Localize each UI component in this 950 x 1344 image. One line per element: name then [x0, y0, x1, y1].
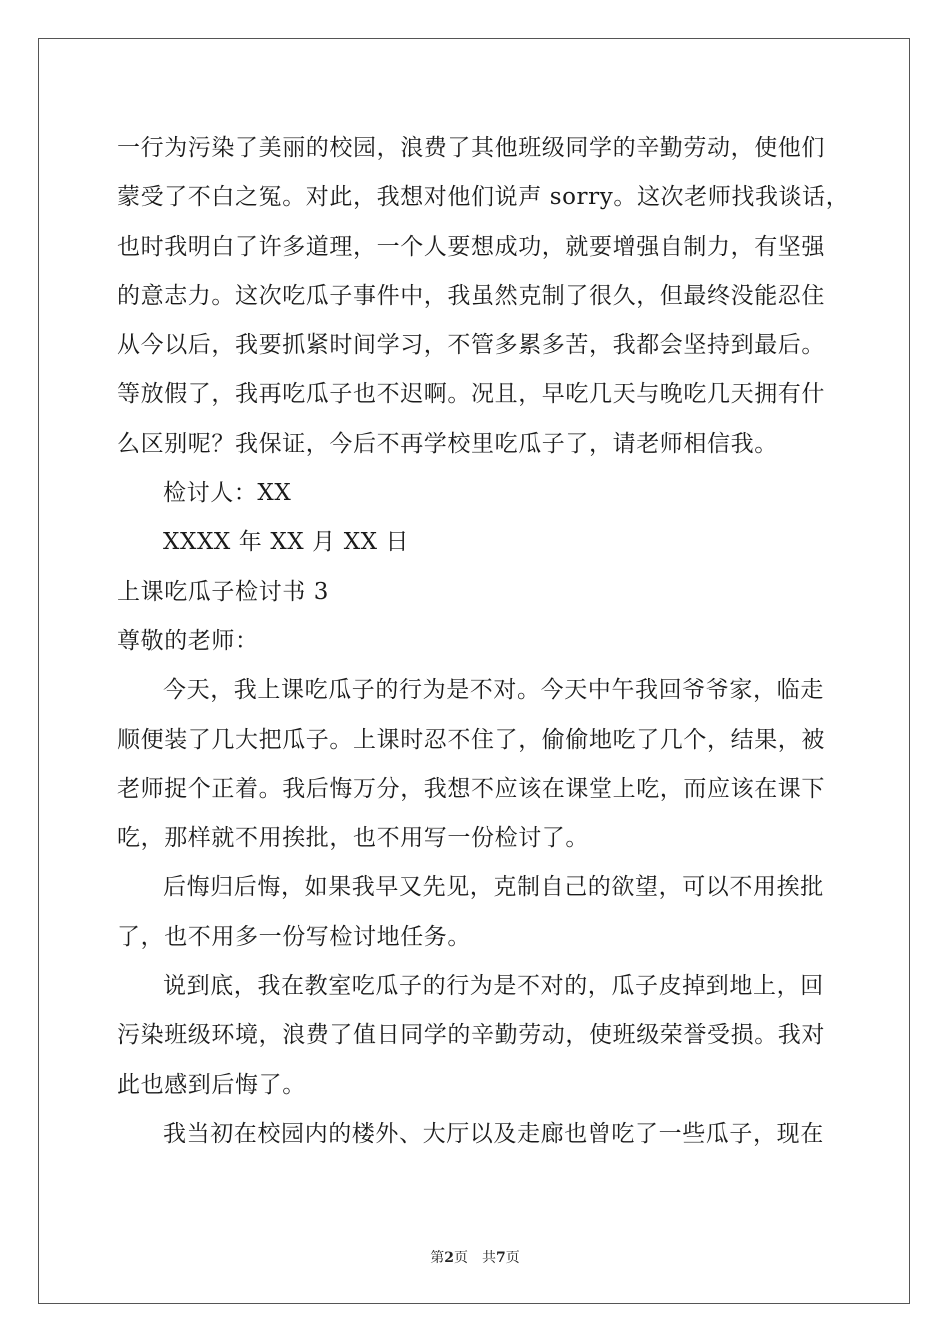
page-current: 2	[444, 1250, 454, 1266]
text-line: 说到底，我在教室吃瓜子的行为是不对的，瓜子皮掉到地上，回	[163, 973, 824, 1000]
text-line: 后悔归后悔，如果我早又先见，克制自己的欲望，可以不用挨批	[163, 874, 824, 901]
section-title: 上课吃瓜子检讨书 3	[117, 578, 329, 605]
text-line: 吃，那样就不用挨批，也不用写一份检讨了。	[117, 825, 589, 852]
document-body	[117, 124, 850, 1159]
text-line: 等放假了，我再吃瓜子也不迟啊。况且，早吃几天与晚吃几天拥有什	[117, 381, 825, 408]
date-line: XXXX 年 XX 月 XX 日	[163, 529, 410, 556]
text-line: 么区别呢？我保证，今后不再学校里吃瓜子了，请老师相信我。	[117, 430, 778, 457]
page-prefix: 第	[430, 1250, 445, 1266]
text-line: 也时我明白了许多道理，一个人要想成功，就要增强自制力，有坚强	[117, 233, 825, 260]
page-suffix: 页	[454, 1250, 468, 1266]
text-line: 我当初在校园内的楼外、大厅以及走廊也曾吃了一些瓜子，现在	[163, 1120, 824, 1147]
page-total: 7	[496, 1250, 506, 1266]
text-line: 了，也不用多一份写检讨地任务。	[117, 923, 471, 950]
text-line: 顺便装了几大把瓜子。上课时忍不住了，偷偷地吃了几个，结果，被	[117, 726, 825, 753]
text-line: 老师捉个正着。我后悔万分，我想不应该在课堂上吃，而应该在课下	[117, 775, 825, 802]
total-prefix: 共	[482, 1250, 496, 1266]
text-line: 此也感到后悔了。	[117, 1071, 306, 1098]
page-footer	[0, 1247, 950, 1267]
text-line: 今天，我上课吃瓜子的行为是不对。今天中午我回爷爷家，临走	[163, 677, 824, 704]
salutation: 尊敬的老师：	[117, 627, 259, 654]
total-suffix: 页	[505, 1250, 520, 1266]
text-line: 的意志力。这次吃瓜子事件中，我虽然克制了很久，但最终没能忍住	[117, 282, 825, 309]
text-line: 污染班级环境，浪费了值日同学的辛勤劳动，使班级荣誉受损。我对	[117, 1022, 825, 1049]
text-line: 从今以后，我要抓紧时间学习，不管多累多苦，我都会坚持到最后。	[117, 332, 825, 359]
text-line: 一行为污染了美丽的校园，浪费了其他班级同学的辛勤劳动，使他们	[117, 135, 825, 161]
signature-line: 检讨人：XX	[163, 480, 292, 507]
text-line: 蒙受了不白之冤。对此，我想对他们说声 sorry。这次老师找我谈话，	[117, 184, 850, 211]
